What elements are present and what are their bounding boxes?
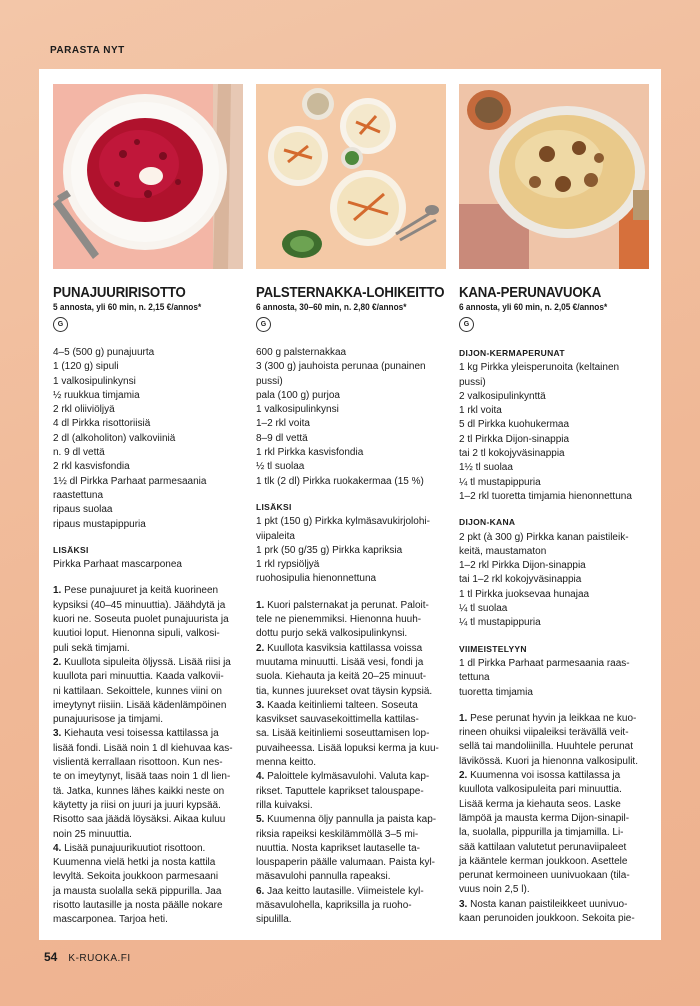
step-number: 5.	[256, 814, 265, 826]
instruction-line	[53, 699, 243, 713]
recipe-photo-chicken-potato-bake	[459, 84, 649, 269]
instruction-line	[256, 899, 446, 913]
instruction-line	[256, 713, 446, 727]
step-number: 6.	[256, 885, 265, 897]
ingredient-line: 2 dl (alkoholiton) valkoviiniä	[53, 432, 176, 444]
instruction-text: Kiehauta vesi toisessa kattilassa ja	[61, 728, 219, 740]
instruction-line	[53, 656, 243, 670]
ingredient-line: 600 g palsternakkaa	[256, 347, 347, 358]
instruction-text: puli sekä timjami.	[53, 642, 130, 654]
recipe-meta: 6 annosta, yli 60 min, n. 2,05 €/annos*	[459, 302, 608, 312]
ingredient-line: raastettuna	[53, 489, 104, 501]
instruction-text: sa. Lisää keitinliemi soseuttamisen lop-	[256, 728, 430, 740]
instruction-line	[256, 599, 446, 613]
ingredient-line: pala (100 g) purjoa	[256, 389, 340, 401]
instruction-line	[459, 755, 649, 769]
step-number: 4.	[256, 771, 265, 783]
instruction-line	[256, 828, 446, 842]
ingredient-line: Pirkka Parhaat mascarponea	[53, 559, 182, 571]
instruction-text: te on imeytynyt, lisää taas noin 1 dl lien-	[53, 771, 231, 783]
ingredient-group	[459, 531, 649, 631]
instruction-line	[459, 783, 649, 797]
instruction-line	[53, 727, 243, 741]
ingredient-line: 1 rkl Pirkka kasvisfondia	[256, 447, 364, 459]
ingredient-line: ½ ruukkua timjamia	[53, 389, 140, 401]
instruction-line	[459, 869, 649, 883]
instruction-line	[459, 898, 649, 912]
instruction-text: kasvikset sauvasekoittimella kattilas-	[256, 714, 419, 726]
instruction-line	[459, 826, 649, 840]
instruction-text: kypsiksi (40–45 minuuttia). Jäähdytä ja	[53, 599, 226, 611]
instruction-line	[459, 726, 649, 740]
instruction-line	[459, 769, 649, 783]
instruction-line	[256, 685, 446, 699]
instruction-line	[256, 913, 446, 927]
instruction-text: nuuttia. Nosta kaprikset lautaselle ta-	[256, 842, 420, 854]
ingredient-group	[53, 558, 243, 572]
recipe-photo-parsnip-salmon-soup	[256, 84, 446, 269]
ingredient-group-heading: LISÄKSI	[256, 501, 292, 512]
instruction-line	[53, 713, 243, 727]
step-number: 2.	[459, 770, 468, 782]
step-number: 3.	[256, 699, 265, 711]
ingredient-line: 1 prk (50 g/35 g) Pirkka kapriksia	[256, 544, 403, 556]
instruction-text: Lisää kerma ja kiehauta seos. Laske	[459, 798, 621, 810]
instruction-line	[256, 727, 446, 741]
gluten-free-badge: G	[256, 317, 271, 332]
page-footer	[44, 950, 131, 964]
instruction-line	[53, 828, 243, 842]
instruction-text: rikset. Taputtele kaprikset talouspape-	[256, 785, 424, 797]
ingredient-line: 1 kg Pirkka yleisperunoita (keltainen	[459, 362, 620, 374]
recipe-column	[256, 84, 446, 928]
instruction-text: ni kattilaan. Sekoittele, kunnes viini on	[53, 685, 222, 697]
instruction-line	[53, 627, 243, 641]
instruction-text: puvaiheessa. Lisää lopuksi kerma ja kuu-	[256, 742, 439, 754]
ingredient-line: 1 pkt (150 g) Pirkka kylmäsavukirjolohi-	[256, 516, 430, 528]
instruction-line	[53, 642, 243, 656]
step-number: 2.	[53, 656, 62, 668]
instruction-text: kuutioi loput. Hienonna sipuli, valkosi-	[53, 628, 220, 640]
instruction-text: rineen ohuiksi viipaleiksi terävällä veit-	[459, 727, 629, 739]
ingredient-line: tettuna	[459, 672, 490, 684]
instruction-text: kaan perunoiden joukkoon. Sekoita pie-	[459, 912, 635, 924]
recipe-meta: 6 annosta, 30–60 min, n. 2,80 €/annos*	[256, 302, 407, 312]
ingredient-group-heading: DIJON-KERMAPERUNAT	[459, 348, 565, 358]
instruction-line	[53, 899, 243, 913]
instruction-line	[256, 627, 446, 641]
instruction-text: Paloittele kylmäsavulohi. Valuta kap-	[264, 771, 430, 783]
instruction-text: levyltä. Sekoita joukkoon parmesaani	[53, 871, 219, 883]
step-number: 1.	[256, 599, 265, 611]
instruction-line	[256, 813, 446, 827]
ingredient-line: ripaus mustapippuria	[53, 518, 146, 530]
instruction-line	[459, 712, 649, 726]
instruction-line	[53, 856, 243, 870]
instruction-text: dottu purjo sekä valkosipulinkynsi.	[256, 628, 408, 640]
instruction-text: lämpöä ja mausta kerma Dijon-sinapil-	[459, 812, 630, 824]
recipe-card	[39, 69, 661, 940]
instructions	[256, 599, 446, 928]
instructions	[53, 584, 243, 927]
ingredient-line: 2 valkosipulinkynttä	[459, 390, 546, 402]
recipe-column	[459, 84, 649, 926]
gluten-free-badge: G	[459, 317, 474, 332]
instruction-text: tia, kunnes juurekset ovat täysin kypsiä.	[256, 685, 433, 697]
ingredient-line: keitä, maustamaton	[459, 545, 547, 557]
ingredient-line: 1 tl Pirkka juoksevaa hunajaa	[459, 588, 590, 600]
instruction-line	[459, 912, 649, 926]
instruction-text: ja mausta suolalla sekä pippurilla. Jaa	[53, 885, 222, 897]
instruction-text: lisää fondi. Lisää noin 1 dl kiehuvaa kas-	[53, 742, 233, 754]
instruction-text: Risotto saa jäädä löysäksi. Aikaa kuluu	[53, 814, 226, 826]
instruction-line	[53, 756, 243, 770]
ingredient-line: 1½ tl suolaa	[459, 462, 513, 474]
instruction-text: Nosta kanan paistileikkeet uunivuo-	[467, 898, 628, 910]
ingredient-line: 3 (300 g) jauhoista perunaa (punainen	[256, 361, 426, 373]
instruction-line	[53, 613, 243, 627]
ingredient-line: 1 valkosipulinkynsi	[256, 404, 339, 416]
ingredient-group	[256, 346, 446, 489]
ingredient-line: tuoretta timjamia	[459, 686, 533, 698]
step-number: 4.	[53, 842, 62, 854]
instruction-text: Pese perunat hyvin ja leikkaa ne kuo-	[467, 712, 637, 724]
recipe-title: KANA-PERUNAVUOKA	[459, 284, 602, 301]
recipe-meta: 5 annosta, yli 60 min, n. 2,15 €/annos*	[53, 302, 202, 312]
instruction-line	[53, 742, 243, 756]
instruction-text: Kuullota kasviksia kattilassa voissa	[264, 642, 423, 654]
instruction-text: kuullota valkosipuleita pari minuuttia.	[459, 784, 622, 796]
ingredient-line: 5 dl Pirkka kuohukermaa	[459, 419, 570, 431]
ingredient-group	[459, 361, 649, 504]
instruction-line	[256, 670, 446, 684]
instruction-text: lävikössä. Kuori ja hienonna valkosipulit.	[459, 755, 638, 767]
ingredient-group	[53, 346, 243, 532]
instruction-line	[459, 798, 649, 812]
section-label: PARASTA NYT	[50, 45, 125, 56]
instruction-line	[53, 670, 243, 684]
instruction-text: vislientä kerrallaan risottoon. Kun nes-	[53, 757, 223, 769]
ingredient-line: 1 dl Pirkka Parhaat parmesaania raas-	[459, 657, 630, 669]
instruction-line	[53, 685, 243, 699]
instruction-line	[53, 770, 243, 784]
instruction-line	[256, 742, 446, 756]
ingredient-line: 1–2 rkl voita	[256, 418, 310, 430]
instruction-line	[459, 740, 649, 754]
step-number: 2.	[256, 642, 265, 654]
instruction-text: Lisää punajuurikuutiot risottoon.	[61, 842, 206, 854]
instruction-line	[256, 842, 446, 856]
instruction-line	[256, 856, 446, 870]
instruction-line	[53, 813, 243, 827]
instruction-text: Kuumenna vielä hetki ja nosta kattila	[53, 857, 216, 869]
ingredient-line: n. 9 dl vettä	[53, 447, 105, 459]
instruction-line	[53, 842, 243, 856]
instruction-line	[53, 584, 243, 598]
ingredient-line: 4 dl Pirkka risottoriisiä	[53, 418, 151, 430]
instruction-text: Kuumenna öljy pannulla ja paista kap-	[264, 814, 437, 826]
instruction-text: Jaa keitto lautasille. Viimeistele kyl-	[264, 885, 424, 897]
ingredient-line: tai 2 tl kokojyväsinappia	[459, 448, 565, 460]
instruction-text: louspaperin päälle valumaan. Paista kyl-	[256, 857, 435, 869]
page-number: 54	[44, 950, 58, 964]
instruction-line	[53, 870, 243, 884]
ingredient-group-heading: LISÄKSI	[53, 544, 89, 555]
ingredient-line: 1–2 rkl Pirkka Dijon-sinappia	[459, 560, 586, 572]
ingredient-line: 1 (120 g) sipuli	[53, 361, 119, 373]
ingredient-line: ¼ tl mustapippuria	[459, 476, 541, 488]
ingredient-line: 1 rkl voita	[459, 405, 502, 417]
instruction-text: Kaada keitinliemi talteen. Soseuta	[264, 699, 418, 711]
instruction-line	[459, 841, 649, 855]
ingredient-line: ¼ tl mustapippuria	[459, 617, 541, 629]
instruction-text: ja kääntele kerman joukkoon. Asettele	[459, 855, 628, 867]
instruction-text: rilla kuivaksi.	[256, 799, 313, 811]
instruction-text: Kuullota sipuleita öljyssä. Lisää riisi ja	[61, 656, 231, 668]
instruction-text: mascarponea. Tarjoa heti.	[53, 914, 168, 926]
instruction-line	[53, 599, 243, 613]
instruction-line	[256, 799, 446, 813]
instruction-text: la, suolalla, pippurilla ja timjamilla. Li-	[459, 827, 624, 839]
ingredient-line: 4–5 (500 g) punajuurta	[53, 347, 155, 358]
instruction-text: risotto lautasille ja nosta päälle nokare	[53, 899, 223, 911]
instruction-line	[256, 613, 446, 627]
recipe-column	[53, 84, 243, 928]
instruction-line	[53, 913, 243, 927]
instruction-line	[256, 756, 446, 770]
instruction-text: mäsavulohi pannulla rapeaksi.	[256, 871, 391, 883]
ingredient-line: pussi)	[459, 376, 486, 388]
instruction-text: muutama minuutti. Lisää vesi, fondi ja	[256, 656, 424, 668]
instruction-text: sellä tai mandoliinilla. Huuhtele perunat	[459, 741, 633, 753]
ingredient-line: tai 1–2 rkl kokojyväsinappia	[459, 574, 582, 586]
instruction-text: Kuori palsternakat ja perunat. Paloit-	[264, 599, 429, 611]
ingredient-list	[459, 346, 649, 700]
ingredient-group	[459, 657, 649, 700]
instruction-text: sää kattilaan valutetut perunaviipaleet	[459, 841, 627, 853]
instruction-text: vuus noin 2,5 l).	[459, 884, 530, 896]
instruction-text: mäsavulohella, kapriksilla ja ruoho-	[256, 899, 412, 911]
ingredient-line: ripaus suolaa	[53, 504, 113, 516]
instruction-text: noin 25 minuuttia.	[53, 828, 132, 840]
ingredient-line: ruohosipulia hienonnettuna	[256, 573, 377, 585]
ingredient-line: 2 rkl oliiviöljyä	[53, 404, 115, 416]
gluten-free-badge: G	[53, 317, 68, 332]
instruction-line	[256, 656, 446, 670]
instruction-text: sipulilla.	[256, 914, 292, 926]
instruction-text: kuori ne. Soseuta puolet punajuurista ja	[53, 614, 229, 626]
instruction-line	[256, 699, 446, 713]
instruction-line	[459, 883, 649, 897]
ingredient-line: 8–9 dl vettä	[256, 432, 308, 444]
instruction-line	[53, 799, 243, 813]
instruction-line	[459, 855, 649, 869]
recipe-title: PUNAJUURIRISOTTO	[53, 284, 186, 301]
ingredient-group	[256, 515, 446, 586]
instruction-text: Pese punajuuret ja keitä kuorineen	[61, 585, 219, 597]
instruction-text: Kuumenna voi isossa kattilassa ja	[467, 770, 621, 782]
instruction-text: tä. Jatka, kunnes lähes kaikki neste on	[53, 785, 225, 797]
instruction-line	[256, 870, 446, 884]
ingredient-line: ½ tl suolaa	[256, 461, 305, 473]
ingredient-line: 1 valkosipulinkynsi	[53, 375, 136, 387]
instruction-text: punajuurisose ja timjami.	[53, 714, 164, 726]
instruction-text: kuullota pari minuuttia. Kaada valkovii-	[53, 671, 224, 683]
instruction-line	[53, 785, 243, 799]
ingredient-line: 1½ dl Pirkka Parhaat parmesaania	[53, 475, 207, 487]
ingredient-line: 1 rkl rypsiöljyä	[256, 559, 320, 571]
ingredient-group-heading: VIIMEISTELYYN	[459, 643, 527, 654]
ingredient-line: 2 rkl kasvisfondia	[53, 461, 130, 473]
instructions	[459, 712, 649, 926]
ingredient-line: 2 pkt (à 300 g) Pirkka kanan paistileik-	[459, 531, 629, 543]
recipe-title: PALSTERNAKKA-LOHIKEITTO	[256, 284, 445, 301]
recipe-photo-beet-risotto	[53, 84, 243, 269]
ingredient-line: 2 tl Pirkka Dijon-sinappia	[459, 433, 570, 445]
ingredient-list	[53, 346, 243, 572]
ingredient-line: 1 tlk (2 dl) Pirkka ruokakermaa (15 %)	[256, 475, 424, 487]
ingredient-group-heading: DIJON-KANA	[459, 517, 516, 528]
ingredient-line: ¼ tl suolaa	[459, 603, 508, 615]
ingredient-line: viipaleita	[256, 530, 295, 542]
instruction-line	[256, 885, 446, 899]
ingredient-list	[256, 346, 446, 587]
instruction-line	[53, 885, 243, 899]
instruction-line	[256, 770, 446, 784]
site-url: K-RUOKA.FI	[68, 953, 131, 964]
instruction-text: perunat kermoineen uunivuokaan (tila-	[459, 870, 630, 882]
instruction-text: käytetty ja riisi on juuri ja juuri kypsää.	[53, 799, 221, 811]
instruction-line	[256, 642, 446, 656]
instruction-text: imeytynyt riisiin. Lisää kädenlämpöinen	[53, 699, 227, 711]
instruction-line	[256, 785, 446, 799]
instruction-text: riksia rapeiksi keskilämmöllä 3–5 mi-	[256, 828, 419, 840]
step-number: 3.	[459, 898, 468, 910]
instruction-line	[459, 812, 649, 826]
step-number: 3.	[53, 728, 62, 740]
instruction-text: tele ne pienemmiksi. Hienonna huuh-	[256, 614, 422, 626]
step-number: 1.	[459, 712, 468, 724]
ingredient-line: 1–2 rkl tuoretta timjamia hienonnettuna	[459, 490, 632, 502]
instruction-text: suola. Kiehauta ja keitä 20–25 minuut-	[256, 671, 427, 683]
instruction-text: menna keitto.	[256, 757, 317, 769]
step-number: 1.	[53, 585, 62, 597]
ingredient-line: pussi)	[256, 375, 283, 387]
